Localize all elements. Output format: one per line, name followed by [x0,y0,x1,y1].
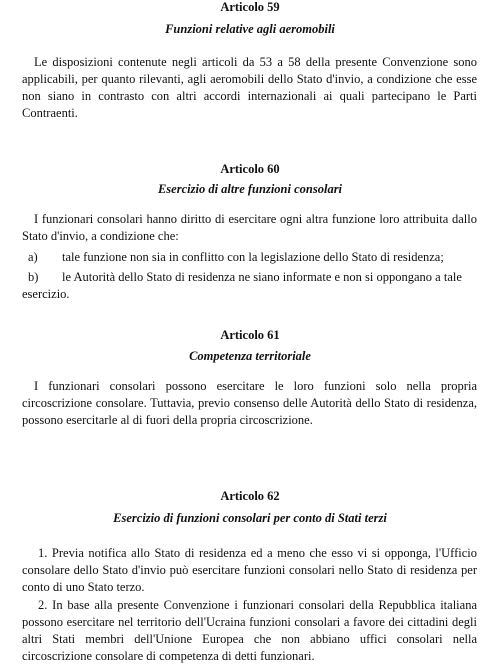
article-60-title: Esercizio di altre funzioni consolari [157,182,343,196]
item-text: le Autorità dello Stato di residenza ne siano informate e non si oppongano a tale esercizio. [22,270,462,301]
item-marker: a) [28,250,38,264]
article-61-number: Articolo 61 [220,328,280,342]
article-62-title: Esercizio di funzioni consolari per conto di Stati terzi [113,511,387,525]
article-60-item-b [22,269,477,303]
article-62-number: Articolo 62 [220,489,280,503]
article-60-intro: I funzionari consolari hanno diritto di esercitare ogni altra funzione loro attribuita dallo Stato d'invio, a condizione che: [22,212,477,243]
article-62-paragraph-1: 1. Previa notifica allo Stato di residenza ed a meno che esso vi si opponga, l'Ufficio consolare dello Stato d'invio può esercitare funzioni consolari nello Stato di residenza per conto di uno Stato terzo. [22,546,477,594]
article-62-paragraph-2: 2. In base alla presente Convenzione i funzionari consolari della Repubblica italiana possono esercitare nel territorio dell'Ucraina funzioni consolari a favore dei cittadini degli altri Stati membri dell'Unione Europea che non abbiano uffici consolari nella circoscrizione consolare di competenza di detti funzionari. [22,598,477,663]
item-marker: b) [28,270,39,284]
article-59-number: Articolo 59 [220,0,280,14]
article-61-text: I funzionari consolari possono esercitare le loro funzioni solo nella propria circoscrizione consolare. Tuttavia, previo consenso delle Autorità dello Stato di residenza, possono esercitarle al di fuori della propria circoscrizione. [22,379,477,427]
article-60-number: Articolo 60 [220,162,280,176]
article-61-title: Competenza territoriale [189,349,311,363]
article-59-title: Funzioni relative agli aeromobili [165,22,335,36]
article-59-text: Le disposizioni contenute negli articoli da 53 a 58 della presente Convenzione sono applicabili, per quanto rilevanti, agli aeromobili dello Stato d'invio, a condizione che esse non siano in contrasto con altri accordi internazionali ai quali partecipano le Parti Contraenti. [22,55,477,120]
article-60-item-a [22,249,477,266]
item-text: tale funzione non sia in conflitto con la legislazione dello Stato di residenza; [62,250,444,264]
